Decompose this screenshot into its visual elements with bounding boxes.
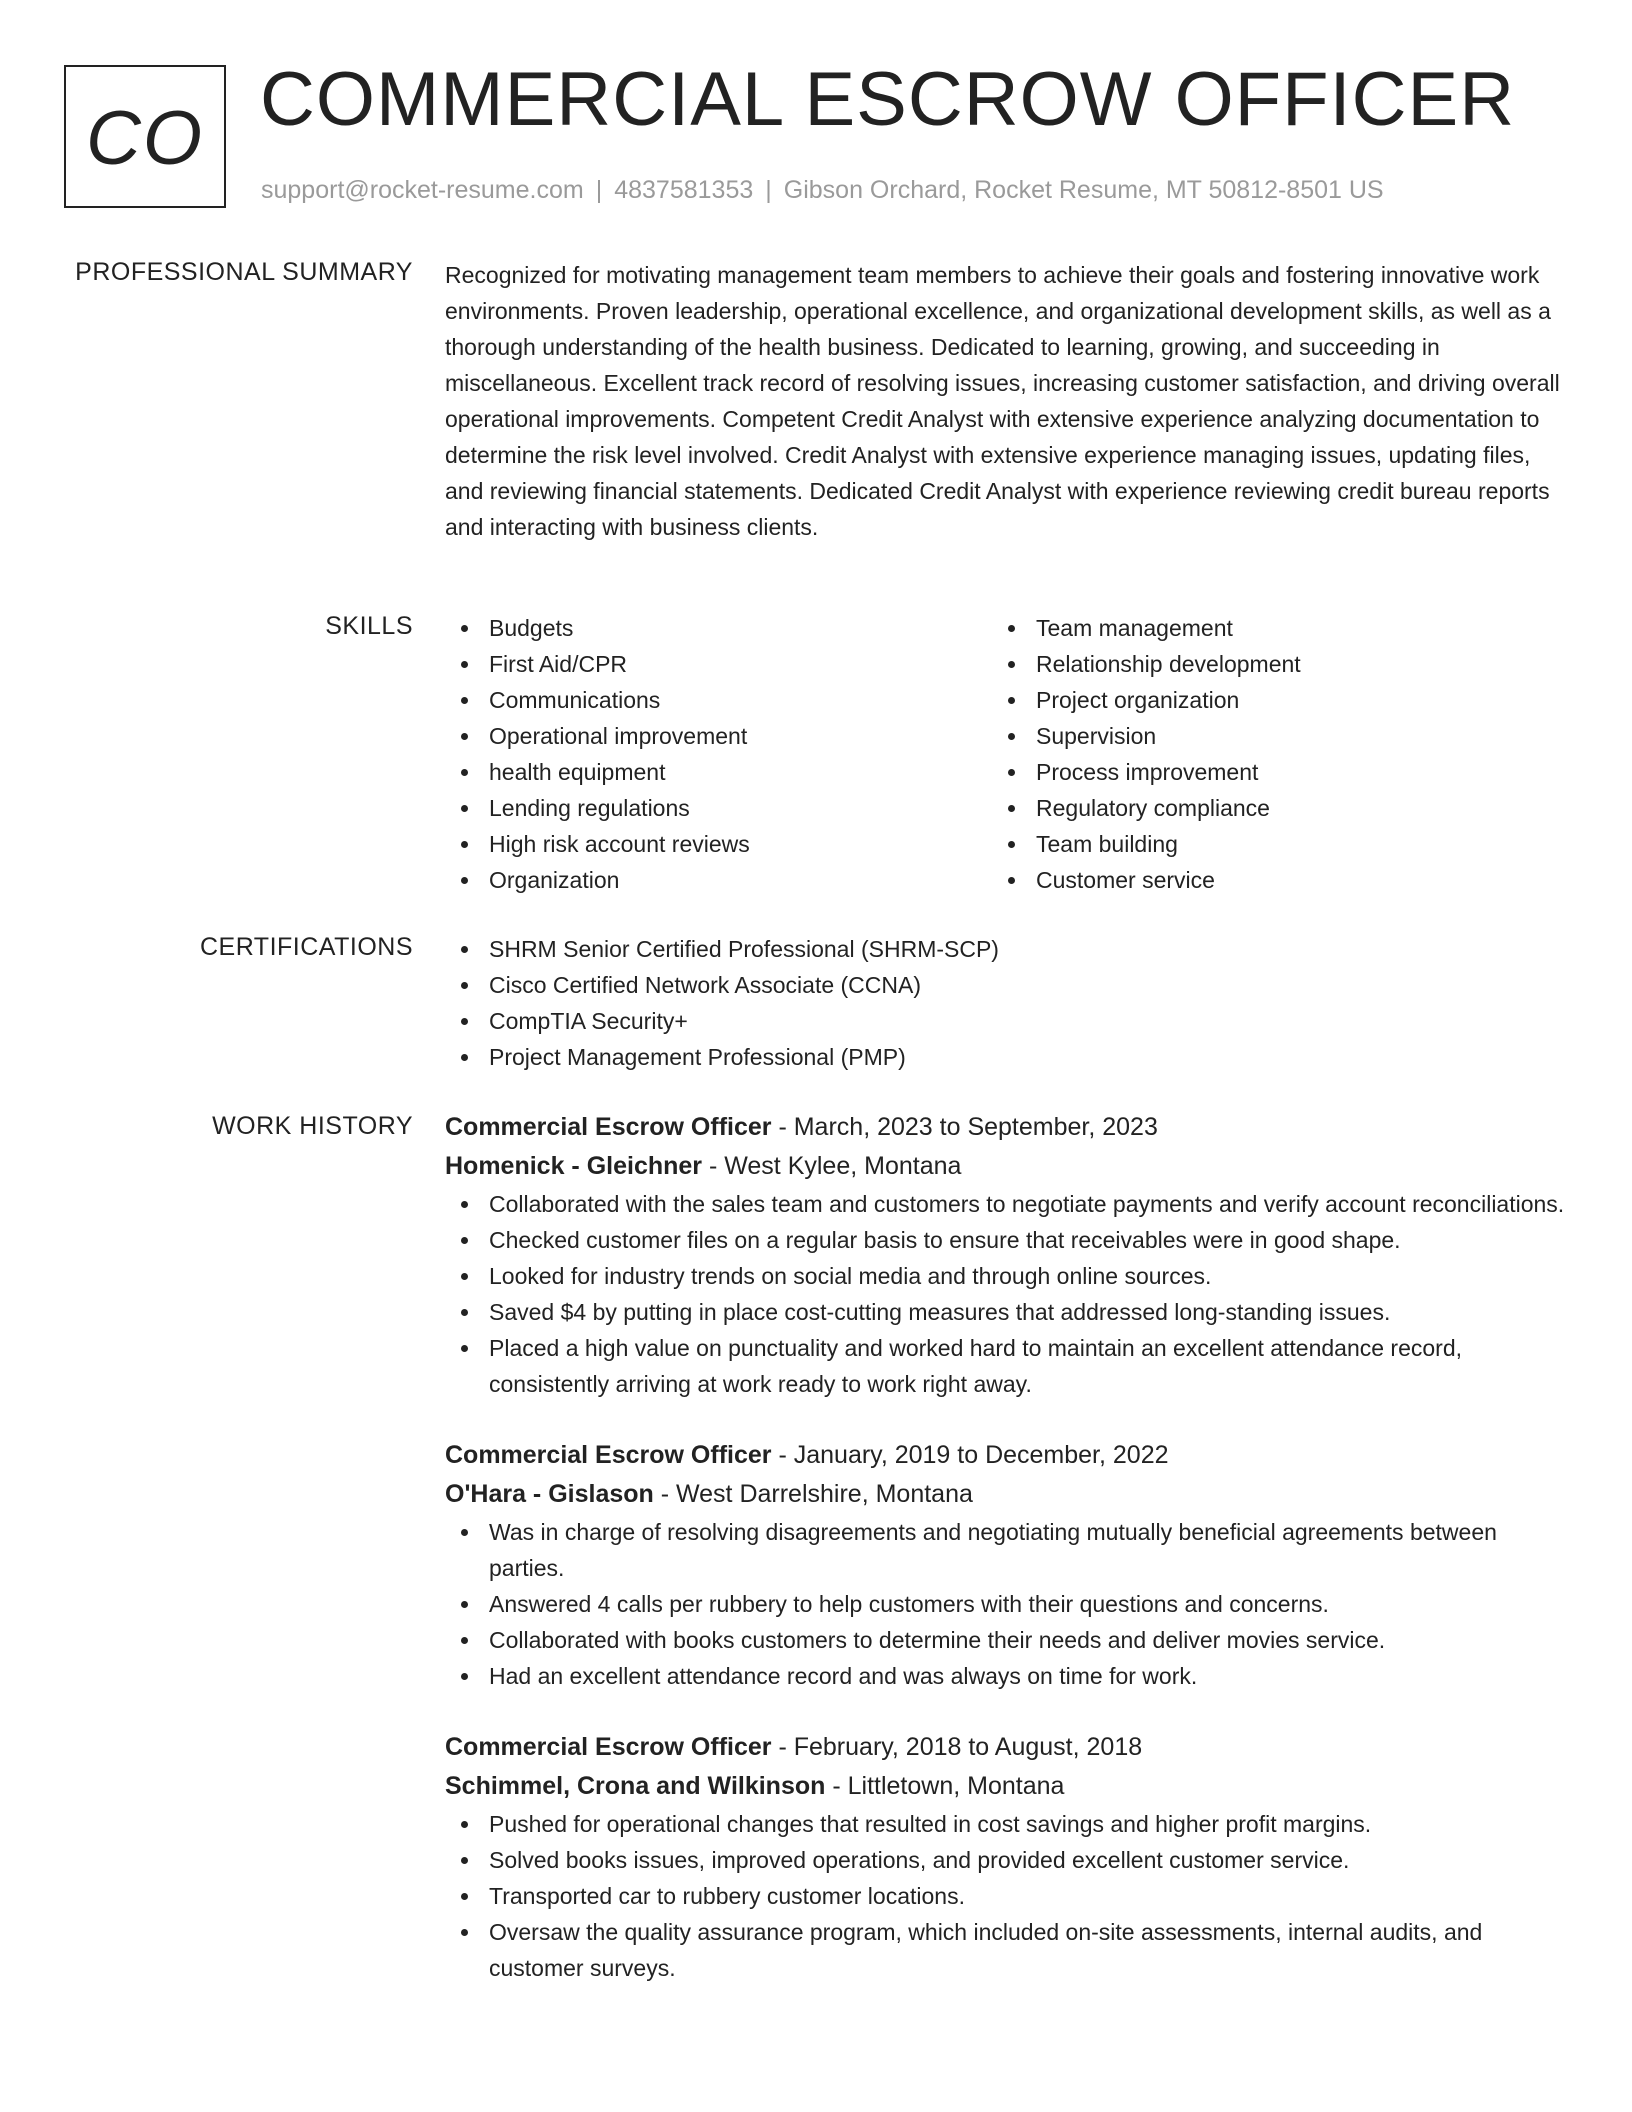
skill-item: Process improvement <box>992 754 1539 790</box>
job-bullet: Saved $4 by putting in place cost-cutting measures that addressed long-standing issues. <box>445 1294 1565 1330</box>
job-bullet: Was in charge of resolving disagreements and negotiating mutually beneficial agreements between parties. <box>445 1514 1565 1586</box>
certification-item: Cisco Certified Network Associate (CCNA) <box>445 967 1565 1003</box>
skill-item: Customer service <box>992 862 1539 898</box>
certification-item: Project Management Professional (PMP) <box>445 1039 1565 1075</box>
summary-text: Recognized for motivating management team members to achieve their goals and fostering innovative work environments. Proven leadership, operational excellence, and organizational development skills, as well as a thorough understanding of the health business. Dedicated to learning, growing, and succeeding in miscellaneous. Excellent track record of resolving issues, increasing customer satisfaction, and driving overall operational improvements. Competent Credit Analyst with extensive experience analyzing documentation to determine the risk level involved. Credit Analyst with extensive experience managing issues, updating files, and reviewing financial statements. Dedicated Credit Analyst with experience reviewing credit bureau reports and interacting with business clients. <box>445 262 1560 540</box>
job-bullet: Placed a high value on punctuality and worked hard to maintain an excellent attendance record, consistently arriving at work ready to work right away. <box>445 1330 1565 1402</box>
skills-column-right <box>992 610 1539 898</box>
contact-email: support@rocket-resume.com <box>261 176 584 204</box>
skills-list-left <box>445 610 992 898</box>
skill-item: Supervision <box>992 718 1539 754</box>
skills-column-left <box>445 610 992 898</box>
job-company-line <box>445 1767 1565 1806</box>
certification-item: CompTIA Security+ <box>445 1003 1565 1039</box>
skill-item: Regulatory compliance <box>992 790 1539 826</box>
skill-item: Budgets <box>445 610 992 646</box>
job-title: Commercial Escrow Officer <box>445 1441 772 1469</box>
skill-item: Team management <box>992 610 1539 646</box>
job-company-line <box>445 1475 1565 1514</box>
job-title: Commercial Escrow Officer <box>445 1733 772 1761</box>
summary-body <box>445 257 1565 545</box>
skill-item: First Aid/CPR <box>445 646 992 682</box>
job-dates: - January, 2019 to December, 2022 <box>771 1441 1169 1469</box>
resume-title: COMMERCIAL ESCROW OFFICER <box>260 57 1516 142</box>
job-bullet: Looked for industry trends on social media and through online sources. <box>445 1258 1565 1294</box>
job-entry <box>445 1728 1565 1986</box>
monogram-initials: CO <box>86 95 204 181</box>
job-company-line <box>445 1147 1565 1186</box>
job-bullet: Pushed for operational changes that resulted in cost savings and higher profit margins. <box>445 1806 1565 1842</box>
job-bullet: Transported car to rubbery customer locations. <box>445 1878 1565 1914</box>
job-bullet: Checked customer files on a regular basis to ensure that receivables were in good shape. <box>445 1222 1565 1258</box>
job-bullet: Answered 4 calls per rubbery to help customers with their questions and concerns. <box>445 1586 1565 1622</box>
job-dates: - March, 2023 to September, 2023 <box>771 1113 1158 1141</box>
skill-item: Communications <box>445 682 992 718</box>
skill-item: Lending regulations <box>445 790 992 826</box>
job-title: Commercial Escrow Officer <box>445 1113 772 1141</box>
monogram-box <box>64 65 226 208</box>
job-entry <box>445 1436 1565 1694</box>
skill-item: Organization <box>445 862 992 898</box>
job-bullet: Collaborated with the sales team and customers to negotiate payments and verify account reconciliations. <box>445 1186 1565 1222</box>
job-bullet: Had an excellent attendance record and was always on time for work. <box>445 1658 1565 1694</box>
job-entry <box>445 1108 1565 1402</box>
job-bullet: Collaborated with books customers to determine their needs and deliver movies service. <box>445 1622 1565 1658</box>
job-bullet-list <box>445 1514 1565 1694</box>
certifications-heading: CERTIFICATIONS <box>199 933 413 961</box>
job-title-line <box>445 1728 1565 1767</box>
certifications-body <box>445 931 1565 1075</box>
job-location: - West Darrelshire, Montana <box>653 1480 973 1508</box>
skills-grid <box>445 610 1565 898</box>
contact-line <box>261 175 1384 205</box>
job-bullet: Solved books issues, improved operations, and provided excellent customer service. <box>445 1842 1565 1878</box>
work-history-body <box>445 1108 1565 1986</box>
skill-item: Project organization <box>992 682 1539 718</box>
job-bullet-list <box>445 1806 1565 1986</box>
skill-item: High risk account reviews <box>445 826 992 862</box>
contact-separator: | <box>595 176 603 204</box>
job-bullet-list <box>445 1186 1565 1402</box>
skills-heading: SKILLS <box>325 612 413 640</box>
skill-item: Team building <box>992 826 1539 862</box>
job-company: O'Hara - Gislason <box>445 1480 654 1508</box>
job-title-line <box>445 1108 1565 1147</box>
work-history-heading: WORK HISTORY <box>212 1112 413 1140</box>
contact-separator: | <box>765 176 772 204</box>
certification-item: SHRM Senior Certified Professional (SHRM-SCP) <box>445 931 1565 967</box>
skills-body <box>445 610 1565 898</box>
job-company: Homenick - Gleichner <box>445 1152 703 1180</box>
job-location: - West Kylee, Montana <box>702 1152 962 1180</box>
summary-heading: PROFESSIONAL SUMMARY <box>75 258 413 286</box>
job-title-line <box>445 1436 1565 1475</box>
contact-phone: 4837581353 <box>614 176 754 204</box>
skills-list-right <box>992 610 1539 898</box>
certifications-list <box>445 931 1565 1075</box>
job-bullet: Oversaw the quality assurance program, which included on-site assessments, internal audits, and customer surveys. <box>445 1914 1565 1986</box>
job-dates: - February, 2018 to August, 2018 <box>771 1733 1143 1761</box>
skill-item: Relationship development <box>992 646 1539 682</box>
contact-address: Gibson Orchard, Rocket Resume, MT 50812-8501 US <box>783 176 1384 204</box>
job-location: - Littletown, Montana <box>825 1772 1065 1800</box>
skill-item: Operational improvement <box>445 718 992 754</box>
skill-item: health equipment <box>445 754 992 790</box>
job-company: Schimmel, Crona and Wilkinson <box>445 1772 826 1800</box>
